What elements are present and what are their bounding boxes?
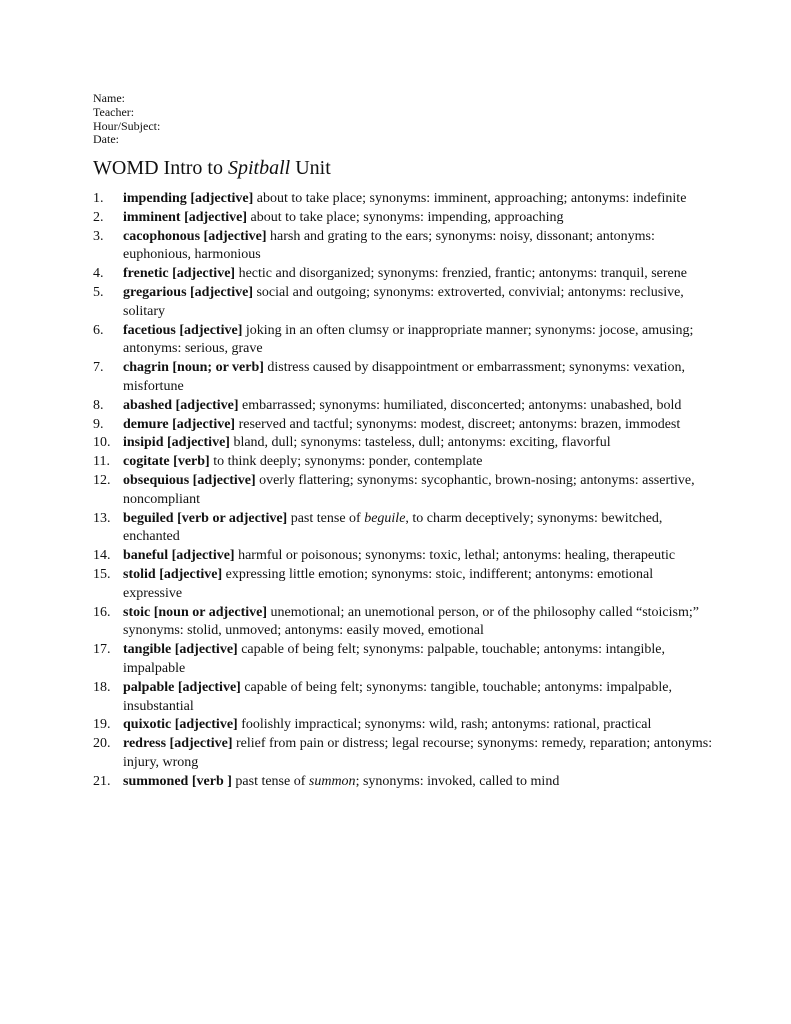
entry-number: 3. xyxy=(93,228,104,244)
entry-term: facetious xyxy=(123,322,176,338)
entry-number: 9. xyxy=(93,416,104,432)
vocab-entry xyxy=(93,566,713,604)
entry-number: 15. xyxy=(93,566,111,582)
entry-part-of-speech: [noun or adjective] xyxy=(153,604,268,620)
entry-definition-prefix: past tense of xyxy=(231,773,309,789)
entry-definition: foolishly impractical; synonyms: wild, rash; antonyms: rational, practical xyxy=(237,717,652,733)
entry-number: 2. xyxy=(93,209,104,225)
entry-number: 19. xyxy=(93,717,111,733)
vocab-entry xyxy=(93,190,713,209)
entry-number: 14. xyxy=(93,548,111,564)
title-italic: Spitball xyxy=(227,157,291,179)
entry-term: beguiled xyxy=(123,510,174,526)
entry-part-of-speech: [adjective] xyxy=(177,679,241,695)
entry-part-of-speech: [adjective] xyxy=(190,191,254,206)
entry-definition: expressing little emotion; synonyms: stoic, indifferent; antonyms: emotional expressive xyxy=(123,566,654,601)
vocab-entry xyxy=(93,773,713,792)
entry-term: insipid xyxy=(123,435,164,451)
entry-number: 6. xyxy=(93,322,104,338)
entry-definition-italic: beguile xyxy=(364,510,406,526)
entry-term: baneful xyxy=(123,548,169,564)
entry-term: stolid xyxy=(123,566,156,582)
vocab-entry xyxy=(93,434,713,453)
entry-definition: ; synonyms: invoked, called to mind xyxy=(355,773,560,789)
entry-number: 10. xyxy=(93,435,111,451)
vocab-entry xyxy=(93,209,713,228)
entry-number: 13. xyxy=(93,510,111,526)
title-suffix: Unit xyxy=(290,157,331,179)
entry-number: 17. xyxy=(93,642,111,658)
entry-term: demure xyxy=(123,416,169,432)
hour-subject-label: Hour/Subject: xyxy=(93,118,161,133)
entry-definition: relief from pain or distress; legal recourse; synonyms: remedy, reparation; antonyms: injury, wrong xyxy=(123,736,713,770)
entry-part-of-speech: [adjective] xyxy=(190,284,253,300)
student-info-header xyxy=(93,92,160,147)
entry-part-of-speech: [adjective] xyxy=(192,472,256,488)
entry-term: summoned xyxy=(123,773,189,789)
entry-part-of-speech: [adjective] xyxy=(172,416,236,432)
entry-term: imminent xyxy=(123,209,181,225)
entry-part-of-speech: [adjective] xyxy=(169,736,233,752)
entry-part-of-speech: [adjective] xyxy=(171,548,235,564)
entry-term: frenetic xyxy=(123,266,169,282)
entry-part-of-speech: [adjective] xyxy=(203,228,267,244)
vocab-entry xyxy=(93,322,713,360)
entry-part-of-speech: [adjective] xyxy=(184,209,248,225)
entry-definition: joking in an often clumsy or inappropriate manner; synonyms: jocose, amusing; antonyms: serious, grave xyxy=(123,322,694,357)
vocab-entry xyxy=(93,416,713,435)
entry-number: 4. xyxy=(93,266,104,282)
entry-part-of-speech: [adjective] xyxy=(175,397,239,413)
page-title xyxy=(93,157,331,180)
entry-term: obsequious xyxy=(123,472,190,488)
vocab-entry xyxy=(93,716,713,735)
entry-term: redress xyxy=(123,736,167,752)
vocab-entry xyxy=(93,265,713,284)
entry-definition-prefix: past tense of xyxy=(287,510,365,526)
entry-term: palpable xyxy=(123,679,175,695)
entry-definition: hectic and disorganized; synonyms: frenzied, frantic; antonyms: tranquil, serene xyxy=(235,266,687,282)
entry-definition: overly flattering; synonyms: sycophantic, brown-nosing; antonyms: assertive, noncompliant xyxy=(123,472,695,507)
entry-part-of-speech: [adjective] xyxy=(174,717,238,733)
entry-definition: capable of being felt; synonyms: tangible, touchable; antonyms: impalpable, insubstantial xyxy=(123,679,672,714)
entry-term: gregarious xyxy=(123,284,187,300)
entry-term: abashed xyxy=(123,397,173,413)
entry-term: stoic xyxy=(123,604,151,620)
entry-number: 7. xyxy=(93,360,104,376)
entry-definition: bland, dull; synonyms: tasteless, dull; antonyms: exciting, flavorful xyxy=(229,435,611,451)
entry-part-of-speech: [verb ] xyxy=(191,773,232,789)
entry-definition: reserved and tactful; synonyms: modest, discreet; antonyms: brazen, immodest xyxy=(235,416,681,432)
vocab-entry xyxy=(93,735,713,773)
entry-term: chagrin xyxy=(123,360,169,376)
entry-number: 16. xyxy=(93,604,111,620)
vocab-entry xyxy=(93,228,713,266)
vocab-entry xyxy=(93,510,713,548)
entry-number: 5. xyxy=(93,284,104,300)
vocab-entry xyxy=(93,641,713,679)
entry-definition-italic: summon xyxy=(308,773,356,789)
vocab-entry xyxy=(93,453,713,472)
entry-part-of-speech: [adjective] xyxy=(179,322,243,338)
entry-definition: distress caused by disappointment or embarrassment; synonyms: vexation, misfortune xyxy=(123,360,686,394)
entry-part-of-speech: [verb] xyxy=(173,454,210,470)
vocab-entry xyxy=(93,472,713,510)
entry-number: 18. xyxy=(93,679,111,695)
entry-definition: embarrassed; synonyms: humiliated, disconcerted; antonyms: unabashed, bold xyxy=(238,397,682,413)
entry-definition: to think deeply; synonyms: ponder, contemplate xyxy=(209,454,483,470)
entry-part-of-speech: [adjective] xyxy=(174,642,238,658)
entry-number: 12. xyxy=(93,472,111,488)
entry-definition: capable of being felt; synonyms: palpable, touchable; antonyms: intangible, impalpable xyxy=(123,642,665,676)
entry-number: 11. xyxy=(93,454,110,470)
name-label: Name: xyxy=(93,91,125,105)
entry-number: 20. xyxy=(93,736,111,752)
vocab-entry xyxy=(93,547,713,566)
date-label: Date: xyxy=(93,132,119,147)
entry-definition: harmful or poisonous; synonyms: toxic, lethal; antonyms: healing, therapeutic xyxy=(234,548,676,564)
entry-term: cacophonous xyxy=(123,228,201,244)
entry-part-of-speech: [adjective] xyxy=(159,566,223,582)
vocab-entry xyxy=(93,679,713,717)
vocabulary-list xyxy=(93,190,713,792)
entry-definition: , to charm deceptively; synonyms: bewitched, enchanted xyxy=(123,510,663,545)
vocab-entry xyxy=(93,604,713,642)
entry-definition: about to take place; synonyms: impending, approaching xyxy=(247,209,564,225)
vocab-entry xyxy=(93,284,713,322)
title-prefix: WOMD Intro to xyxy=(93,157,228,179)
entry-definition: harsh and grating to the ears; synonyms: noisy, dissonant; antonyms: euphonious, harmonious xyxy=(123,228,655,263)
entry-part-of-speech: [noun; or verb] xyxy=(172,360,264,376)
entry-definition: social and outgoing; synonyms: extroverted, convivial; antonyms: reclusive, solitary xyxy=(123,284,684,319)
teacher-label: Teacher: xyxy=(93,104,135,119)
entry-term: tangible xyxy=(123,642,172,658)
entry-number: 1. xyxy=(93,191,104,206)
entry-term: cogitate xyxy=(123,454,170,470)
entry-number: 8. xyxy=(93,397,104,413)
vocab-entry xyxy=(93,359,713,397)
vocab-entry xyxy=(93,397,713,416)
entry-part-of-speech: [adjective] xyxy=(166,435,230,451)
entry-term: quixotic xyxy=(123,717,172,733)
entry-part-of-speech: [verb or adjective] xyxy=(177,510,288,526)
entry-term: impending xyxy=(123,191,187,206)
entry-part-of-speech: [adjective] xyxy=(172,266,236,282)
entry-number: 21. xyxy=(93,773,111,789)
entry-definition: about to take place; synonyms: imminent, approaching; antonyms: indefinite xyxy=(253,191,687,206)
entry-definition: unemotional; an unemotional person, or of the philosophy called “stoicism;” synonyms: stolid, unmoved; antonyms: easily moved, emotional xyxy=(123,604,699,639)
